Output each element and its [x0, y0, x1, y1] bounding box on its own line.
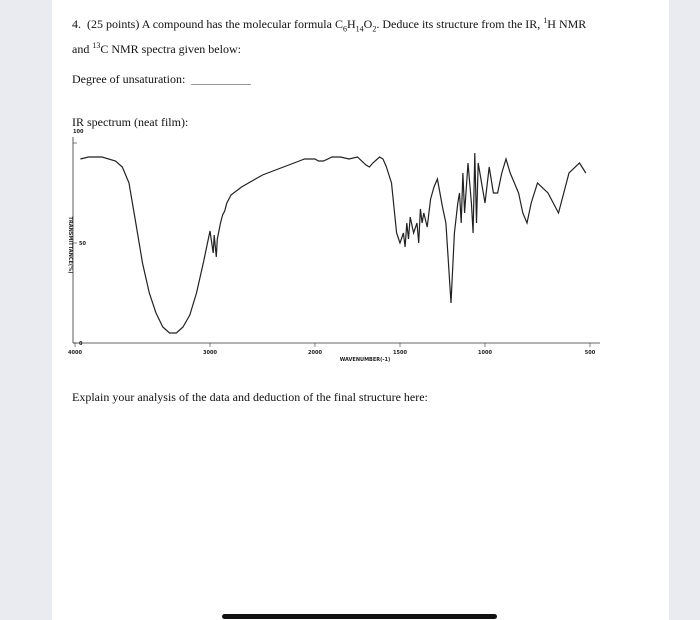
x-tick-label: 500 — [584, 350, 596, 356]
y-axis-label: TRANSMITTANCE(%) — [67, 216, 73, 274]
degree-of-unsaturation-label: Degree of unsaturation: — [72, 72, 251, 87]
x-axis-label: WAVENUMBER(-1) — [339, 357, 391, 363]
x-tick-label: 2000 — [308, 350, 322, 356]
ir-series-line — [80, 153, 585, 333]
answer-blank[interactable] — [191, 84, 251, 85]
x-tick-label: 3000 — [203, 350, 217, 356]
x-tick-label: 1500 — [393, 350, 407, 356]
ir-spectrum-chart — [65, 125, 605, 370]
y-tick-label: 0 — [79, 341, 83, 347]
y-tick-label: 100 — [73, 129, 84, 135]
home-indicator[interactable] — [222, 614, 497, 619]
ir-spectrum-label: IR spectrum (neat film): — [72, 115, 189, 129]
plot-frame — [73, 137, 600, 343]
x-tick-label: 4000 — [68, 350, 82, 356]
explain-prompt: Explain your analysis of the data and deduction of the final structure here: — [72, 390, 428, 404]
x-tick-label: 1000 — [478, 350, 492, 356]
y-tick-label: 50 — [79, 241, 86, 247]
question-text: 4. (25 points) A compound has the molecular formula $C_6H_{14}O_2$. Deduce its structure from the IR, $^1$H NMR and $^{13}$C NMR spectra given below: — [72, 16, 587, 57]
